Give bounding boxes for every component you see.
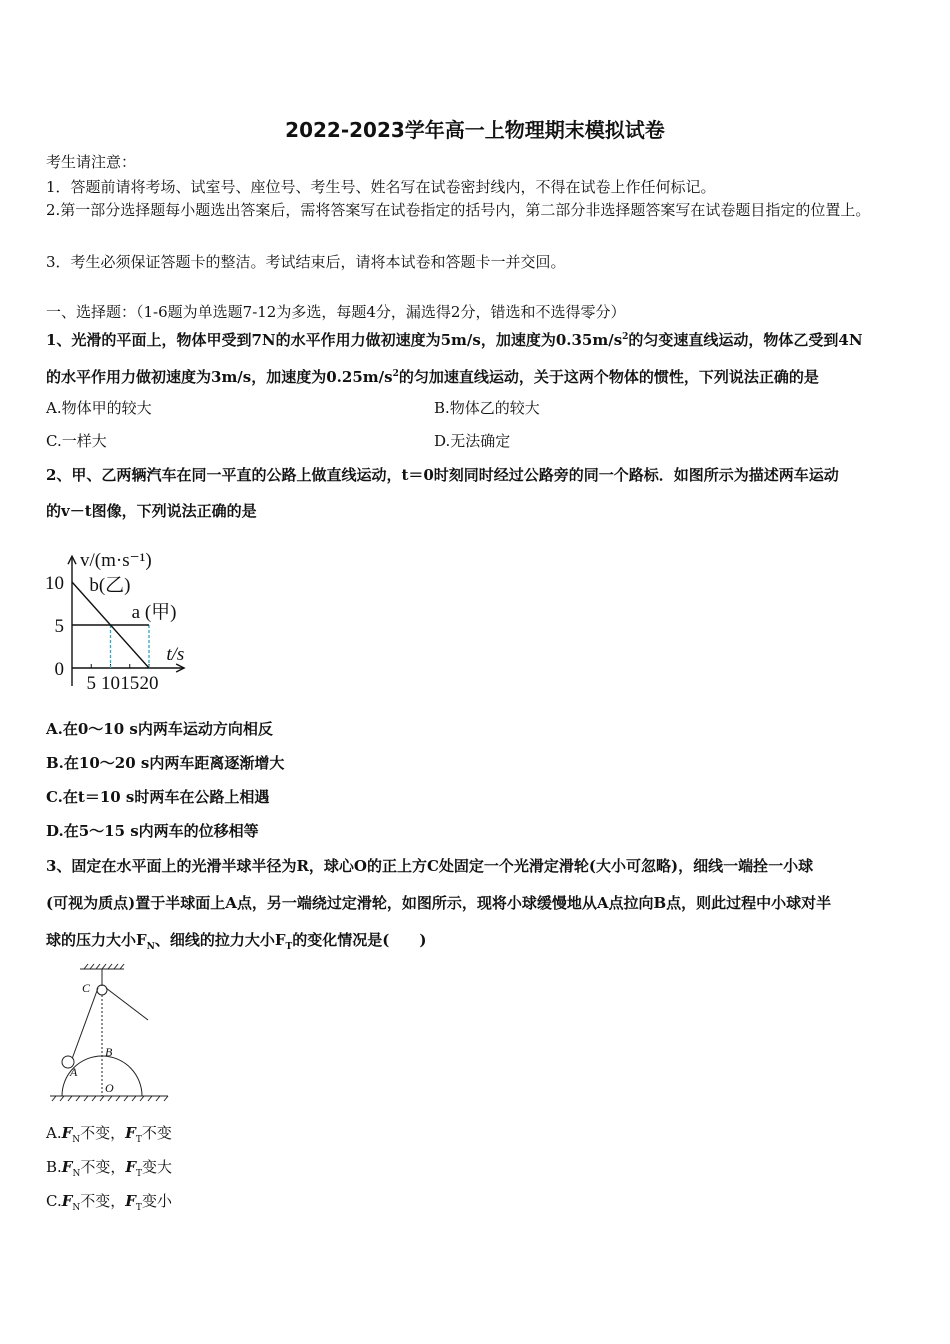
q3-text-line3: 球的压力大小$F_N$、细线的拉力大小$F_T$的变化情况是( )	[46, 931, 427, 952]
notice-item-2: 2.第一部分选择题每小题选出答案后，需将答案写在试卷指定的括号内，第二部分非选择题答案写在试卷题目指定的位置上。	[46, 201, 871, 219]
x-tick-label: 10	[101, 673, 120, 694]
label-a: A	[70, 1065, 78, 1079]
x-axis-label: t/s	[166, 644, 185, 665]
q1-option-a[interactable]: A.物体甲的较大	[46, 399, 152, 417]
x-tick-label: 15	[120, 673, 140, 694]
x-tick-label: 20	[139, 673, 159, 694]
notice-item-1: 1．答题前请将考场、试室号、座位号、考生号、姓名写在试卷密封线内，不得在试卷上作任何标记。	[46, 178, 716, 196]
q2-text-line2: 的v－t图像，下列说法正确的是	[46, 502, 257, 520]
q1-option-d[interactable]: D.无法确定	[434, 432, 511, 450]
pulley	[97, 985, 107, 995]
vt-graph	[40, 528, 300, 698]
notice-heading: 考生请注意：	[46, 153, 137, 171]
q1-option-c[interactable]: C.一样大	[46, 432, 107, 450]
q2-option-c[interactable]: C.在t＝10 s时两车在公路上相遇	[46, 788, 270, 806]
q2-text-line1: 2、甲、乙两辆汽车在同一平直的公路上做直线运动，t＝0时刻同时经过公路旁的同一个路标．如图所示为描述两车运动	[46, 466, 839, 484]
y-tick-label: 5	[54, 616, 64, 637]
string-free-end	[106, 988, 148, 1020]
label-b: B	[105, 1045, 113, 1059]
string-to-ball	[72, 988, 98, 1059]
label-o: O	[105, 1081, 114, 1095]
section-heading: 一、选择题：（1-6题为单选题7-12为多选，每题4分，漏选得2分，错选和不选得零分）	[46, 303, 626, 321]
q2-option-b[interactable]: B.在10～20 s内两车距离逐渐增大	[46, 754, 285, 772]
q1-text-line2: 的水平作用力做初速度为3m/s，加速度为$0.25m/s^2$的匀加速直线运动，关于这两个物体的惯性，下列说法正确的是	[46, 368, 819, 386]
y-tick-label: 0	[54, 659, 64, 680]
page-title: 2022-2023学年高一上物理期末模拟试卷	[285, 118, 665, 142]
ground-hatch	[52, 1096, 168, 1101]
q3-option-c[interactable]: $C.F_N$不变，$F_T$变小	[46, 1192, 172, 1213]
q2-option-a[interactable]: A.在0～10 s内两车运动方向相反	[46, 720, 273, 738]
series-label-b: b(乙)	[89, 575, 131, 596]
hemisphere-pulley-figure	[44, 962, 174, 1104]
series-label-a: a (甲)	[131, 602, 177, 623]
q1-text-line1: 1、光滑的平面上，物体甲受到7N的水平作用力做初速度为5m/s，加速度为$0.35m/s^2$的匀变速直线运动，物体乙受到4N	[46, 331, 863, 349]
q1-option-b[interactable]: B.物体乙的较大	[434, 399, 540, 417]
q3-option-a[interactable]: $A.F_N$不变，$F_T$不变	[46, 1124, 172, 1145]
notice-item-3: 3．考生必须保证答题卡的整洁。考试结束后，请将本试卷和答题卡一并交回。	[46, 253, 566, 271]
q3-option-b[interactable]: $B.F_N$不变，$F_T$变大	[46, 1158, 173, 1179]
q3-text-line2: (可视为质点)置于半球面上A点，另一端绕过定滑轮，如图所示，现将小球缓慢地从A点拉向B点，则此过程中小球对半	[46, 894, 832, 912]
q2-option-d[interactable]: D.在5～15 s内两车的位移相等	[46, 822, 259, 840]
label-c: C	[82, 981, 91, 995]
y-tick-label: 10	[45, 573, 64, 594]
ceiling-hatch	[84, 964, 124, 969]
x-tick-label: 5	[86, 673, 96, 694]
q3-text-line1: 3、固定在水平面上的光滑半球半径为R，球心O的正上方C处固定一个光滑定滑轮(大小可忽略)，细线一端拴一小球	[46, 857, 814, 875]
y-axis-label: v/(m·s⁻¹)	[80, 550, 152, 572]
